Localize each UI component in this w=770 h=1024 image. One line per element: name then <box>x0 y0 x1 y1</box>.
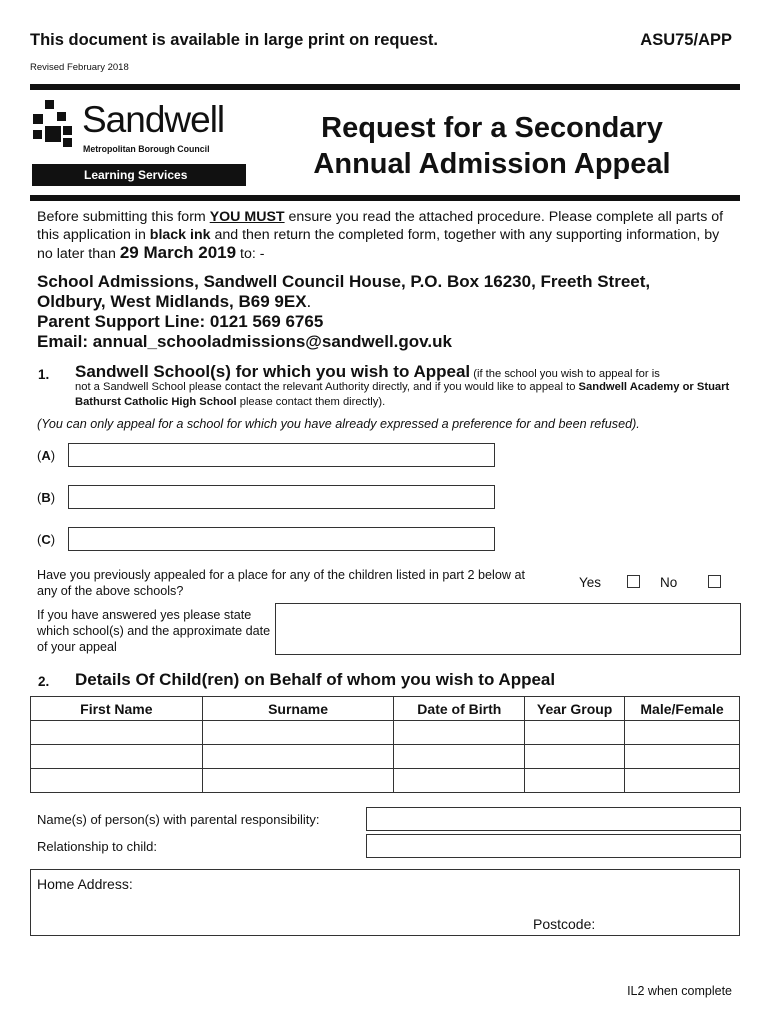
no-checkbox[interactable] <box>708 575 721 588</box>
relationship-input[interactable] <box>366 834 741 858</box>
intro-paragraph <box>37 209 737 264</box>
intro-text-4: to: - <box>236 246 265 262</box>
title-divider <box>30 195 740 201</box>
logo-subtitle: Metropolitan Borough Council <box>83 144 210 154</box>
section-1-note-a: not a Sandwell School please contact the relevant Authority directly, and if you would like to appeal to <box>75 381 579 393</box>
column-male-female: Male/Female <box>625 697 740 721</box>
cell-date-of-birth[interactable] <box>394 745 525 769</box>
school-b-label: (B) <box>37 490 56 505</box>
address-line-1: School Admissions, Sandwell Council House, P.O. Box 16230, Freeth Street, <box>37 272 651 291</box>
section-1-note-b: please contact them directly). <box>236 396 386 408</box>
logo-squares-icon <box>30 100 76 150</box>
section-1-heading <box>75 362 740 382</box>
cell-year-group[interactable] <box>525 769 625 793</box>
school-a-label: (A) <box>37 448 56 463</box>
home-address-input[interactable] <box>30 869 740 936</box>
yes-checkbox[interactable] <box>627 575 640 588</box>
parent-support-line: Parent Support Line: 0121 569 6765 <box>37 312 324 331</box>
cell-year-group[interactable] <box>525 745 625 769</box>
form-code: ASU75/APP <box>640 31 732 49</box>
return-address <box>37 272 747 352</box>
large-print-notice: This document is available in large print on request. <box>30 31 439 49</box>
school-b-input[interactable] <box>68 485 495 509</box>
section-2-number: 2. <box>38 674 50 689</box>
parental-responsibility-label: Name(s) of person(s) with parental responsibility: <box>37 812 320 827</box>
cell-male-female[interactable] <box>625 769 740 793</box>
cell-surname[interactable] <box>202 745 394 769</box>
column-year-group: Year Group <box>525 697 625 721</box>
cell-first-name[interactable] <box>31 721 203 745</box>
intro-text-1: Before submitting this form <box>37 209 210 225</box>
previous-appeal-details-input[interactable] <box>275 603 741 655</box>
school-a-input[interactable] <box>68 443 495 467</box>
section-1-note-start: (if the school you wish to appeal for is <box>470 368 660 380</box>
intro-text-2: ensure you read the attached procedure. Please complete all parts of this application in <box>37 209 724 243</box>
column-first-name: First Name <box>31 697 203 721</box>
school-c-input[interactable] <box>68 527 495 551</box>
cell-male-female[interactable] <box>625 721 740 745</box>
appeal-restriction-note: (You can only appeal for a school for which you have already expressed a preference for and been refused). <box>37 417 640 431</box>
intro-black-ink: black ink <box>149 226 211 243</box>
intro-text-3: and then return the completed form, together with any supporting information, by no later than <box>37 226 720 262</box>
parental-responsibility-input[interactable] <box>366 807 741 831</box>
top-divider <box>30 84 740 90</box>
home-address-label: Home Address: <box>37 876 133 892</box>
cell-surname[interactable] <box>202 721 394 745</box>
footer-note: IL2 when complete <box>627 984 732 998</box>
previous-appeal-details-label: If you have answered yes please state which school(s) and the approximate date of your appeal <box>37 608 271 654</box>
cell-surname[interactable] <box>202 769 394 793</box>
department-banner: Learning Services <box>32 164 246 186</box>
column-date-of-birth: Date of Birth <box>394 697 525 721</box>
school-c-label: (C) <box>37 532 56 547</box>
email-address: Email: annual_schooladmissions@sandwell.gov.uk <box>37 332 452 351</box>
section-1-note-bold: Sandwell Academy or Stuart Bathurst Catholic High School <box>75 381 730 408</box>
page-title <box>292 110 692 182</box>
table-row <box>31 745 740 769</box>
cell-date-of-birth[interactable] <box>394 721 525 745</box>
cell-date-of-birth[interactable] <box>394 769 525 793</box>
cell-first-name[interactable] <box>31 745 203 769</box>
title-line-2: Annual Admission Appeal <box>313 148 671 180</box>
cell-first-name[interactable] <box>31 769 203 793</box>
section-1-title: Sandwell School(s) for which you wish to Appeal <box>75 362 471 381</box>
relationship-label: Relationship to child: <box>37 839 157 854</box>
children-table <box>30 696 740 793</box>
table-row <box>31 769 740 793</box>
yes-label: Yes <box>579 575 602 590</box>
cell-male-female[interactable] <box>625 745 740 769</box>
intro-must: YOU MUST <box>209 209 285 225</box>
cell-year-group[interactable] <box>525 721 625 745</box>
sandwell-logo <box>30 98 248 188</box>
deadline-date: 29 March 2019 <box>119 243 237 262</box>
postcode-label: Postcode: <box>533 916 596 932</box>
section-1-number: 1. <box>38 367 50 382</box>
title-line-1: Request for a Secondary <box>321 112 663 144</box>
revised-date: Revised February 2018 <box>30 62 129 73</box>
table-row <box>31 721 740 745</box>
address-line-2 <box>37 292 747 312</box>
column-surname: Surname <box>202 697 394 721</box>
previous-appeal-question: Have you previously appealed for a place for any of the children listed in part 2 below at any of the above schools? <box>37 568 525 598</box>
no-label: No <box>660 575 678 590</box>
section-1-note <box>75 380 740 410</box>
logo-name: Sandwell <box>82 99 225 140</box>
address-line-2-end: . <box>306 292 312 311</box>
address-line-2-text: Oldbury, West Midlands, B69 9EX <box>37 292 307 311</box>
section-2-title: Details Of Child(ren) on Behalf of whom you wish to Appeal <box>75 670 556 689</box>
table-header-row <box>31 697 740 721</box>
